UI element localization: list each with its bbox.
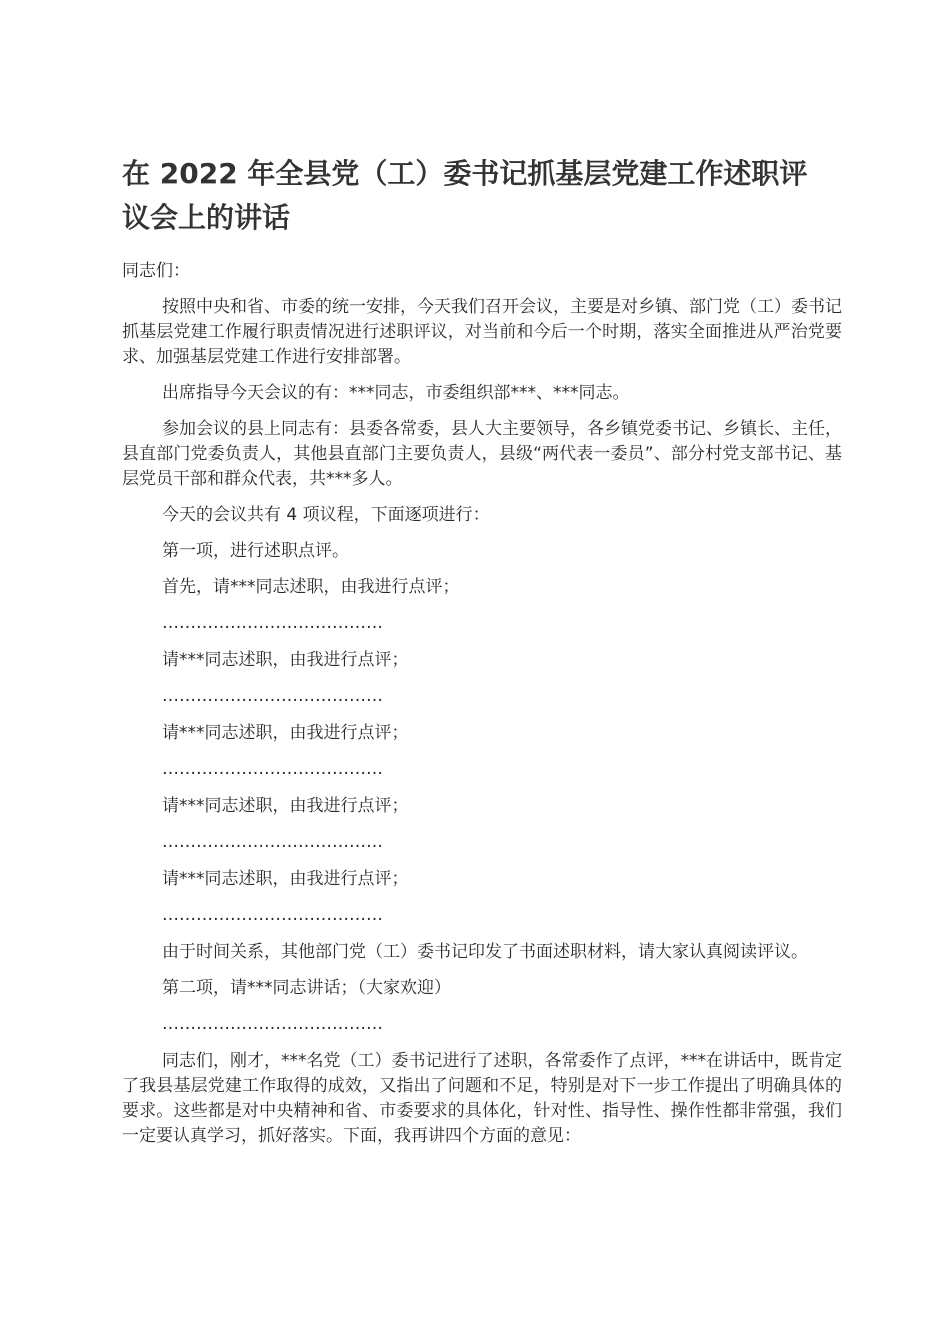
paragraph-report: 请***同志述职，由我进行点评； <box>162 869 409 889</box>
paragraph-item-two: 第二项，请***同志讲话；（大家欢迎） <box>162 978 451 998</box>
paragraph-attendees-county: 参加会议的县上同志有：县委各常委，县人大主要领导，各乡镇党委书记、乡镇长、主任，县直部门党委负责人，其他县直部门主要负责人，县级“两代表一委员”、部分村党支部书记、基层党员干部和群众代表，共***多人。 <box>122 419 842 489</box>
ellipsis-line: ………………………………… <box>162 759 383 779</box>
paragraph-item-one: 第一项，进行述职点评。 <box>162 541 349 561</box>
paragraph-written-reports: 由于时间关系，其他部门党（工）委书记印发了书面述职材料，请大家认真阅读评议。 <box>162 942 808 962</box>
paragraph-report: 请***同志述职，由我进行点评； <box>162 723 409 743</box>
paragraph-report-first: 首先，请***同志述职，由我进行点评； <box>162 577 460 597</box>
paragraph-agenda: 今天的会议共有 4 项议程，下面逐项进行： <box>162 505 490 525</box>
ellipsis-line: ………………………………… <box>162 832 383 852</box>
paragraph-intro: 按照中央和省、市委的统一安排，今天我们召开会议，主要是对乡镇、部门党（工）委书记抓基层党建工作履行职责情况进行述职评议，对当前和今后一个时期，落实全面推进从严治党要求、加强基层党建工作进行安排部署。 <box>122 297 842 367</box>
ellipsis-line: ………………………………… <box>162 686 383 706</box>
greeting: 同志们： <box>122 261 190 281</box>
ellipsis-line: ………………………………… <box>162 905 383 925</box>
paragraph-summary: 同志们，刚才，***名党（工）委书记进行了述职，各常委作了点评，***在讲话中，既肯定了我县基层党建工作取得的成效，又指出了问题和不足，特别是对下一步工作提出了明确具体的要求。这些都是对中央精神和省、市委要求的具体化，针对性、指导性、操作性都非常强，我们一定要认真学习，抓好落实。下面，我再讲四个方面的意见： <box>122 1051 842 1146</box>
paragraph-report: 请***同志述职，由我进行点评； <box>162 796 409 816</box>
paragraph-report: 请***同志述职，由我进行点评； <box>162 650 409 670</box>
paragraph-attendees-guidance: 出席指导今天会议的有：***同志，市委组织部***、***同志。 <box>162 383 630 403</box>
ellipsis-line: ………………………………… <box>162 613 383 633</box>
document-body <box>122 259 842 1160</box>
document-title: 在 2022 年全县党（工）委书记抓基层党建工作述职评议会上的讲话 <box>122 157 808 234</box>
ellipsis-line: ………………………………… <box>162 1014 383 1034</box>
